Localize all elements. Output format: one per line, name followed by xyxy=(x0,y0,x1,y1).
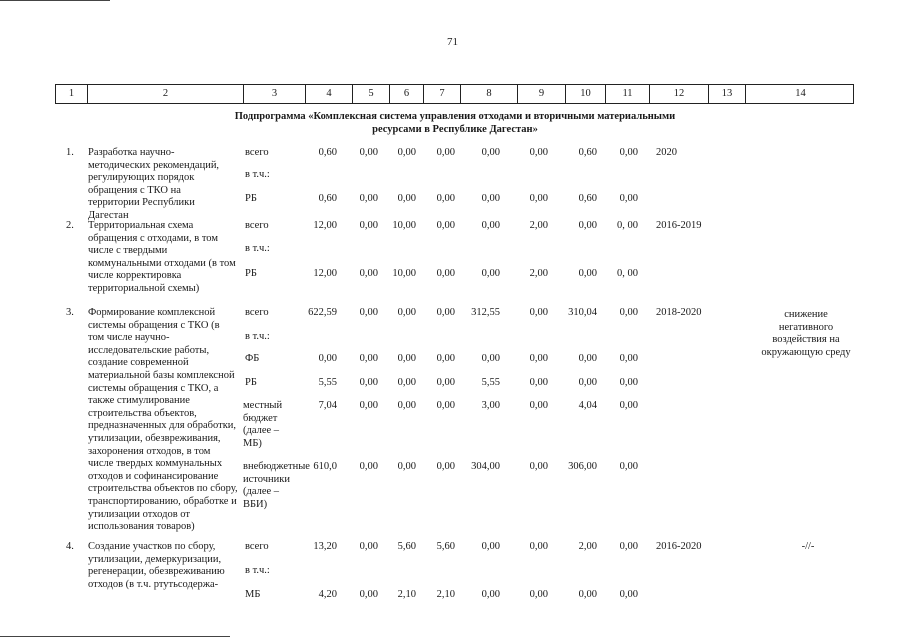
period: 2018-2020 xyxy=(656,307,702,318)
value-cell: 0,00 xyxy=(359,147,378,158)
value-cell: 0,00 xyxy=(436,220,455,231)
value-cell: 0,00 xyxy=(359,541,378,552)
header-cell: 1 xyxy=(56,85,88,103)
value-cell: 2,10 xyxy=(436,589,455,600)
value-cell: 0,00 xyxy=(397,353,416,364)
value-cell: 0,00 xyxy=(619,461,638,472)
value-cell: 10,00 xyxy=(392,220,416,231)
row-label: в т.ч.: xyxy=(245,169,270,180)
value-cell: 0,00 xyxy=(359,400,378,411)
value-cell: 0,00 xyxy=(359,353,378,364)
value-cell: 0,00 xyxy=(578,377,597,388)
scan-edge-line xyxy=(0,0,110,1)
row-label: ФБ xyxy=(245,353,260,364)
value-cell: 0,00 xyxy=(397,193,416,204)
value-cell: 0,00 xyxy=(397,147,416,158)
item-description: Разработка научно-методических рекомендаций, регулирующих порядок обращения с ТКО на территории Республики Дагестан xyxy=(88,147,220,221)
row-label: РБ xyxy=(245,193,257,204)
value-cell: 0,00 xyxy=(359,377,378,388)
value-cell: 0,00 xyxy=(481,541,500,552)
value-cell: 0,00 xyxy=(359,589,378,600)
header-cell: 12 xyxy=(650,85,709,103)
header-cell: 7 xyxy=(424,85,461,103)
value-cell: 2,00 xyxy=(529,268,548,279)
expected-result: -//- xyxy=(801,541,815,552)
value-cell: 0,00 xyxy=(529,541,548,552)
value-cell: 2,00 xyxy=(578,541,597,552)
value-cell: 0,00 xyxy=(481,353,500,364)
value-cell: 0, 00 xyxy=(617,220,638,231)
header-cell: 11 xyxy=(606,85,650,103)
value-cell: 0,00 xyxy=(436,147,455,158)
value-cell: 0,00 xyxy=(529,589,548,600)
row-label: всего xyxy=(245,220,269,231)
value-cell: 0,00 xyxy=(481,147,500,158)
header-cell: 4 xyxy=(306,85,353,103)
value-cell: 0,00 xyxy=(436,461,455,472)
value-cell: 0,00 xyxy=(529,147,548,158)
row-label: местный бюджет (далее – МБ) xyxy=(243,400,283,449)
item-description: Создание участков по сбору, утилизации, демеркуризации, регенерации, обезвреживанию отходов (в т.ч. ртутьсодержа- xyxy=(88,541,225,590)
header-cell: 2 xyxy=(88,85,244,103)
row-label: РБ xyxy=(245,268,257,279)
row-label: РБ xyxy=(245,377,257,388)
table-header xyxy=(55,84,854,104)
value-cell: 12,00 xyxy=(313,220,337,231)
value-cell: 0,00 xyxy=(619,400,638,411)
value-cell: 0,00 xyxy=(481,589,500,600)
header-cell: 6 xyxy=(390,85,424,103)
value-cell: 13,20 xyxy=(313,541,337,552)
value-cell: 0,00 xyxy=(619,353,638,364)
value-cell: 0,00 xyxy=(436,400,455,411)
value-cell: 0,00 xyxy=(436,268,455,279)
value-cell: 0,00 xyxy=(529,400,548,411)
item-number: 1. xyxy=(66,147,74,158)
header-cell: 8 xyxy=(461,85,518,103)
value-cell: 0,00 xyxy=(529,193,548,204)
value-cell: 622,59 xyxy=(308,307,337,318)
item-number: 4. xyxy=(66,541,74,552)
value-cell: 5,60 xyxy=(397,541,416,552)
expected-result: снижение негативного воздействия на окружающую среду xyxy=(761,309,851,358)
value-cell: 0,00 xyxy=(436,307,455,318)
value-cell: 5,60 xyxy=(436,541,455,552)
value-cell: 0,00 xyxy=(397,400,416,411)
period: 2016-2019 xyxy=(656,220,702,231)
value-cell: 0,00 xyxy=(529,307,548,318)
row-label: всего xyxy=(245,307,269,318)
value-cell: 0,00 xyxy=(397,307,416,318)
value-cell: 306,00 xyxy=(568,461,597,472)
value-cell: 0,00 xyxy=(619,307,638,318)
header-cell: 3 xyxy=(244,85,306,103)
row-label: внебюджетные источники (далее – ВБИ) xyxy=(243,461,310,510)
value-cell: 0,00 xyxy=(436,193,455,204)
value-cell: 304,00 xyxy=(471,461,500,472)
value-cell: 0,00 xyxy=(619,541,638,552)
value-cell: 610,0 xyxy=(313,461,337,472)
scan-edge-line xyxy=(0,636,230,637)
value-cell: 0,00 xyxy=(481,220,500,231)
value-cell: 0,60 xyxy=(318,193,337,204)
value-cell: 0,00 xyxy=(397,461,416,472)
value-cell: 0,00 xyxy=(619,377,638,388)
value-cell: 10,00 xyxy=(392,268,416,279)
subprogram-title: Подпрограмма «Комплексная система управления отходами и вторичными материальными ресурсами в Республике Дагестан» xyxy=(234,111,676,135)
value-cell: 0,00 xyxy=(318,353,337,364)
period: 2020 xyxy=(656,147,677,158)
value-cell: 0,00 xyxy=(359,220,378,231)
header-cell: 10 xyxy=(566,85,606,103)
item-description: Территориальная схема обращения с отходами, в том числе с твердыми коммунальными отходами (в том числе корректировка территориальной схемы) xyxy=(88,220,236,294)
value-cell: 0,00 xyxy=(397,377,416,388)
value-cell: 0,00 xyxy=(619,147,638,158)
value-cell: 2,00 xyxy=(529,220,548,231)
value-cell: 12,00 xyxy=(313,268,337,279)
value-cell: 0,60 xyxy=(578,147,597,158)
item-description: Формирование комплексной системы обращения с ТКО (в том числе научно-исследовательские работы, создание современной материальной базы комплексной системы обращения с ТКО, а также стимулирование строительства объектов, предназначенных для обработки, утилизации, обезвреживания, захоронения отходов, в том числе твердых коммунальных отходов и софинансирование строительства объектов по сбору, транспортированию, обработке и утилизации отходов от использования товаров) xyxy=(88,307,238,533)
value-cell: 5,55 xyxy=(318,377,337,388)
value-cell: 0,00 xyxy=(578,589,597,600)
value-cell: 4,04 xyxy=(578,400,597,411)
value-cell: 0,00 xyxy=(529,377,548,388)
value-cell: 0,00 xyxy=(359,307,378,318)
value-cell: 0,00 xyxy=(619,589,638,600)
row-label: в т.ч.: xyxy=(245,565,270,576)
header-cell: 14 xyxy=(795,88,806,99)
value-cell: 0,00 xyxy=(481,193,500,204)
row-label: всего xyxy=(245,541,269,552)
value-cell: 0,60 xyxy=(578,193,597,204)
value-cell: 2,10 xyxy=(397,589,416,600)
header-cell: 9 xyxy=(518,85,566,103)
value-cell: 0, 00 xyxy=(617,268,638,279)
period: 2016-2020 xyxy=(656,541,702,552)
value-cell: 0,00 xyxy=(578,220,597,231)
row-label: всего xyxy=(245,147,269,158)
value-cell: 0,00 xyxy=(481,268,500,279)
value-cell: 4,20 xyxy=(318,589,337,600)
value-cell: 310,04 xyxy=(568,307,597,318)
value-cell: 0,00 xyxy=(578,268,597,279)
value-cell: 0,60 xyxy=(318,147,337,158)
item-number: 2. xyxy=(66,220,74,231)
value-cell: 0,00 xyxy=(436,353,455,364)
value-cell: 0,00 xyxy=(436,377,455,388)
value-cell: 312,55 xyxy=(471,307,500,318)
page-number: 71 xyxy=(447,36,458,48)
row-label: в т.ч.: xyxy=(245,243,270,254)
value-cell: 7,04 xyxy=(318,400,337,411)
value-cell: 3,00 xyxy=(481,400,500,411)
item-number: 3. xyxy=(66,307,74,318)
header-cell: 13 xyxy=(709,85,746,103)
row-label: МБ xyxy=(245,589,261,600)
value-cell: 0,00 xyxy=(529,353,548,364)
value-cell: 0,00 xyxy=(359,193,378,204)
value-cell: 0,00 xyxy=(359,461,378,472)
header-cell: 5 xyxy=(353,85,390,103)
value-cell: 0,00 xyxy=(619,193,638,204)
row-label: в т.ч.: xyxy=(245,331,270,342)
value-cell: 0,00 xyxy=(529,461,548,472)
value-cell: 0,00 xyxy=(578,353,597,364)
value-cell: 5,55 xyxy=(481,377,500,388)
value-cell: 0,00 xyxy=(359,268,378,279)
